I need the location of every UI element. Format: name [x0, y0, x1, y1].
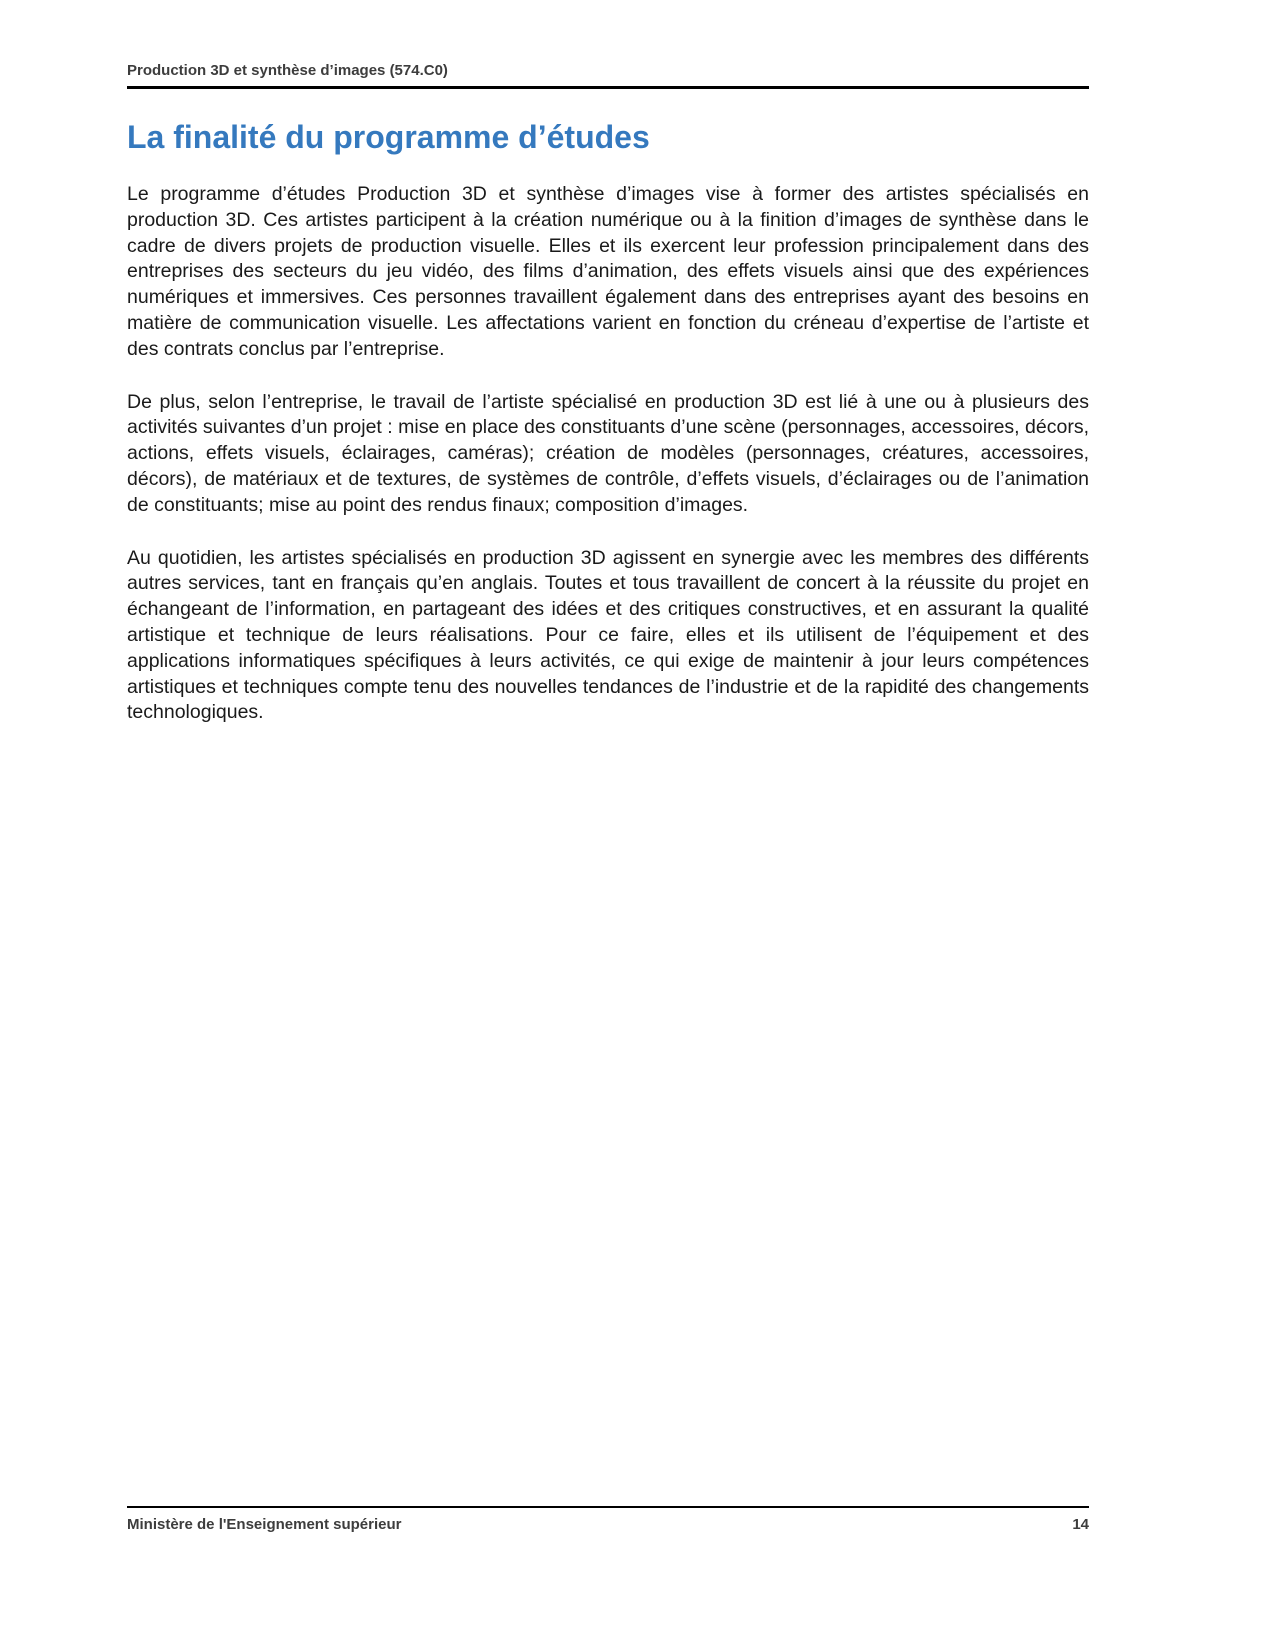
running-header-title: Production 3D et synthèse d’images (574.C0) [127, 62, 448, 79]
page-header [127, 62, 1089, 89]
page-body [127, 118, 1089, 753]
paragraph-1: Le programme d’études Production 3D et synthèse d’images vise à former des artistes spécialisés en production 3D. Ces artistes participent à la création numérique ou à la finition d’images de synthèse dans le cadre de divers projets de production visuelle. Elles et ils exercent leur profession principalement dans des entreprises des secteurs du jeu vidéo, des films d’animation, des effets visuels ainsi que des expériences numériques et immersives. Ces personnes travaillent également dans des entreprises ayant des besoins en matière de communication visuelle. Les affectations varient en fonction du créneau d’expertise de l’artiste et des contrats conclus par l’entreprise. [127, 183, 1089, 360]
page-footer [127, 1506, 1089, 1533]
footer-page-number: 14 [1072, 1516, 1089, 1533]
paragraph-3: Au quotidien, les artistes spécialisés en production 3D agissent en synergie avec les membres des différents autres services, tant en français qu’en anglais. Toutes et tous travaillent de concert à la réussite du projet en échangeant de l’information, en partageant des idées et des critiques constructives, et en assurant la qualité artistique et technique de leurs réalisations. Pour ce faire, elles et ils utilisent de l’équipement et des applications informatiques spécifiques à leurs activités, ce qui exige de maintenir à jour leurs compétences artistiques et techniques compte tenu des nouvelles tendances de l’industrie et de la rapidité des changements technologiques. [127, 546, 1089, 724]
paragraph-2: De plus, selon l’entreprise, le travail de l’artiste spécialisé en production 3D est lié à une ou à plusieurs des activités suivantes d’un projet : mise en place des constituants d’une scène (personnages, accessoires, décors, actions, effets visuels, éclairages, caméras); création de modèles (personnages, créatures, accessoires, décors), de matériaux et de textures, de systèmes de contrôle, d’effets visuels, d’éclairages ou de l’animation de constituants; mise au point des rendus finaux; composition d’images. [127, 390, 1089, 516]
footer-ministry-label: Ministère de l'Enseignement supérieur [127, 1516, 402, 1533]
section-heading: La finalité du programme d’études [127, 119, 650, 155]
